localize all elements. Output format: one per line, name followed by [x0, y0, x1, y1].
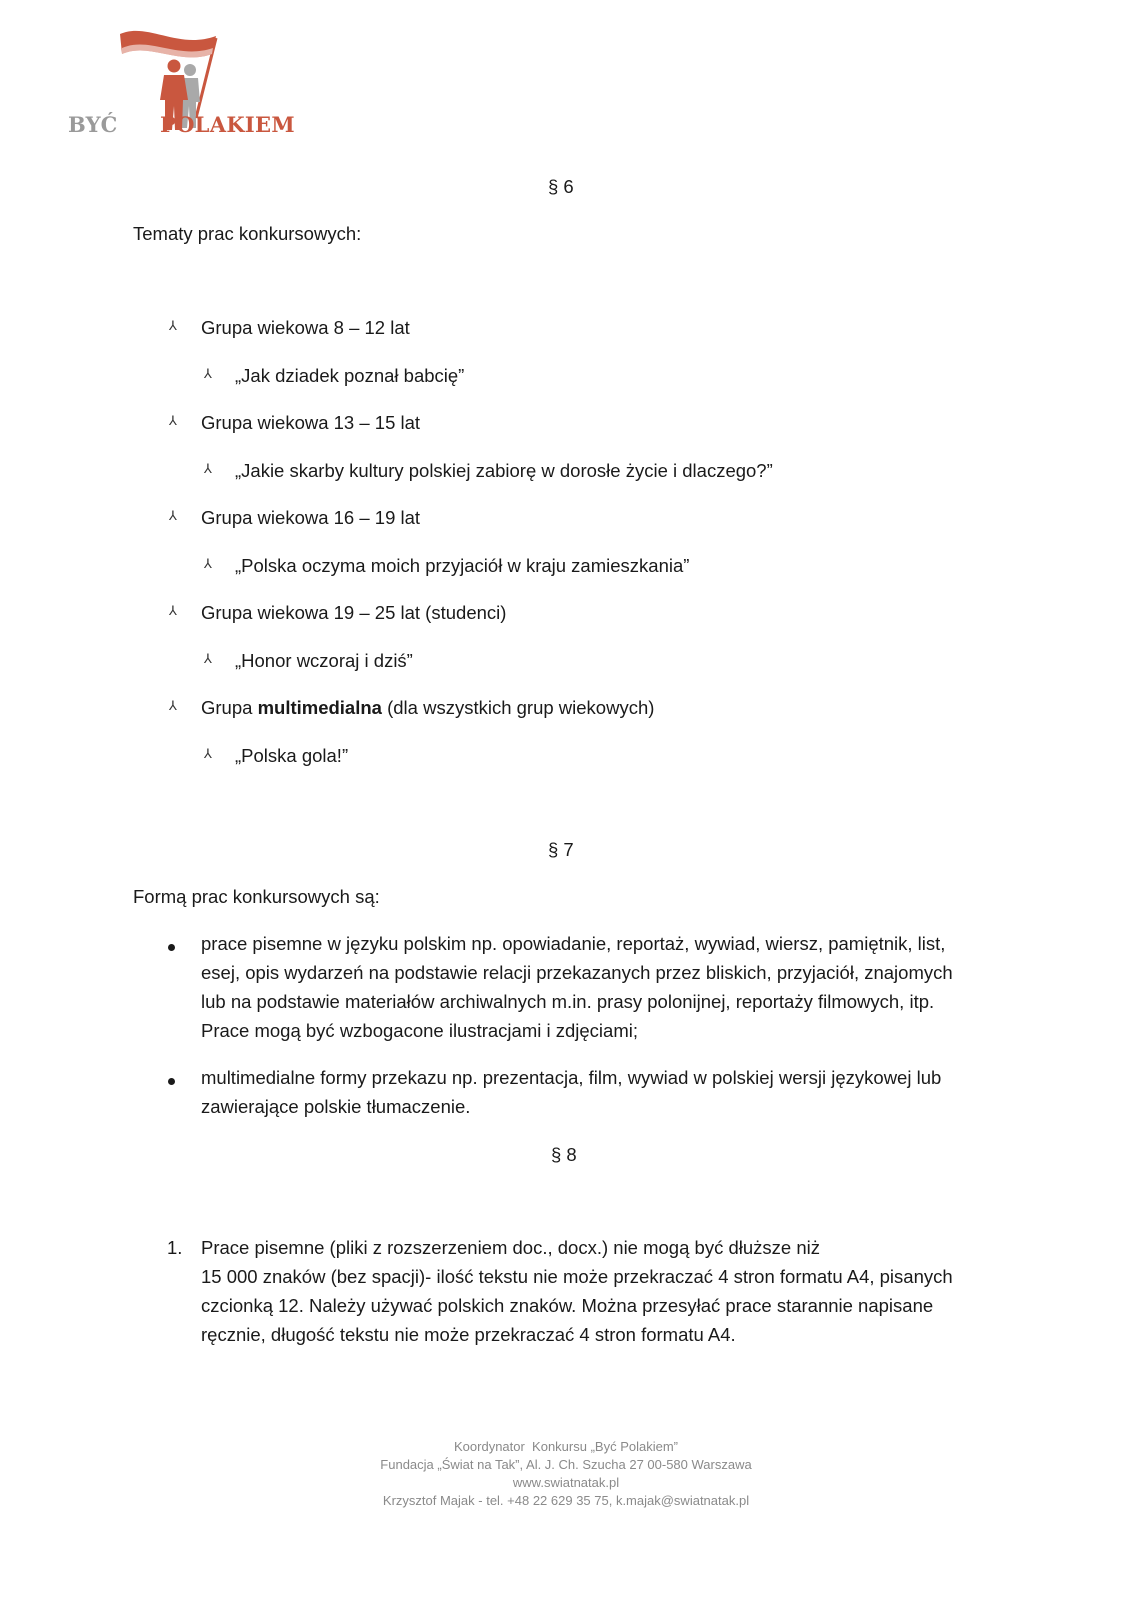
paragraph-line: esej, opis wydarzeń na podstawie relacji przekazanych przez bliskich, przyjaciół, znajomych	[201, 962, 953, 983]
triangle-bullet-icon: ⅄	[204, 366, 212, 381]
section-8-heading: § 8	[551, 1144, 577, 1165]
paragraph-line: ręcznie, długość tekstu nie może przekraczać 4 stron formatu A4.	[201, 1324, 736, 1345]
footer-contact: Krzysztof Majak - tel. +48 22 629 35 75, k.majak@swiatnatak.pl	[382, 1493, 750, 1508]
triangle-bullet-icon: ⅄	[204, 746, 212, 761]
triangle-bullet-icon: ⅄	[204, 461, 212, 476]
triangle-bullet-icon: ⅄	[169, 698, 177, 713]
multimedia-group-label	[201, 693, 654, 722]
paragraph-line: lub na podstawie materiałów archiwalnych m.in. prasy polonijnej, reportaży filmowych, itp.	[201, 991, 935, 1012]
paragraph-line: czcionką 12. Należy używać polskich znaków. Można przesyłać prace starannie napisane	[201, 1295, 934, 1316]
topic-title: „Polska oczyma moich przyjaciół w kraju zamieszkania”	[235, 555, 690, 576]
footer-coordinator: Koordynator Konkursu „Być Polakiem”	[454, 1439, 678, 1454]
paragraph-line: prace pisemne w języku polskim np. opowiadanie, reportaż, wywiad, wiersz, pamiętnik, list,	[201, 933, 946, 954]
age-group-label: Grupa wiekowa 16 – 19 lat	[201, 507, 421, 528]
topic-title: „Polska gola!”	[235, 745, 349, 766]
topic-title: „Jak dziadek poznał babcię”	[235, 365, 465, 386]
topics-intro: Tematy prac konkursowych:	[133, 223, 362, 244]
topic-title: „Honor wczoraj i dziś”	[235, 650, 413, 671]
paragraph-line: Prace mogą być wzbogacone ilustracjami i zdjęciami;	[201, 1020, 638, 1041]
logo-word-polakiem: POLAKIEM	[160, 112, 295, 137]
logo	[68, 20, 298, 140]
footer-website: www.swiatnatak.pl	[512, 1475, 620, 1490]
section-6-heading: § 6	[548, 176, 574, 197]
multimedia-prefix: Grupa	[201, 697, 258, 718]
triangle-bullet-icon: ⅄	[204, 556, 212, 571]
bullet-dot-icon	[168, 944, 175, 951]
triangle-bullet-icon: ⅄	[204, 651, 212, 666]
rule-1-text	[201, 1233, 953, 1349]
footer-address: Fundacja „Świat na Tak”, Al. J. Ch. Szucha 27 00-580 Warszawa	[380, 1457, 752, 1472]
triangle-bullet-icon: ⅄	[169, 318, 177, 333]
multimedia-bold: multimedialna	[257, 697, 382, 718]
logo-word-byc: BYĆ	[68, 112, 118, 137]
paragraph-line: 15 000 znaków (bez spacji)- ilość tekstu nie może przekraczać 4 stron formatu A4, pisanych	[201, 1266, 953, 1287]
triangle-bullet-icon: ⅄	[169, 508, 177, 523]
paragraph-line: multimedialne formy przekazu np. prezentacja, film, wywiad w polskiej wersji językowej lub	[201, 1067, 942, 1088]
forms-intro: Formą prac konkursowych są:	[133, 886, 380, 907]
age-group-label: Grupa wiekowa 19 – 25 lat (studenci)	[201, 602, 507, 623]
paragraph-line: zawierające polskie tłumaczenie.	[201, 1096, 471, 1117]
forms-item-2	[201, 1063, 941, 1121]
triangle-bullet-icon: ⅄	[169, 413, 177, 428]
rule-number: 1.	[167, 1237, 183, 1258]
bullet-dot-icon	[168, 1078, 175, 1085]
forms-item-1	[201, 929, 953, 1045]
triangle-bullet-icon: ⅄	[169, 603, 177, 618]
age-group-label: Grupa wiekowa 8 – 12 lat	[201, 317, 410, 338]
topic-title: „Jakie skarby kultury polskiej zabiorę w dorosłe życie i dlaczego?”	[235, 460, 773, 481]
section-7-heading: § 7	[548, 839, 574, 860]
footer	[0, 1438, 1132, 1510]
paragraph-line: Prace pisemne (pliki z rozszerzeniem doc., docx.) nie mogą być dłuższe niż	[201, 1237, 820, 1258]
age-group-label: Grupa wiekowa 13 – 15 lat	[201, 412, 421, 433]
multimedia-suffix: (dla wszystkich grup wiekowych)	[381, 697, 655, 718]
